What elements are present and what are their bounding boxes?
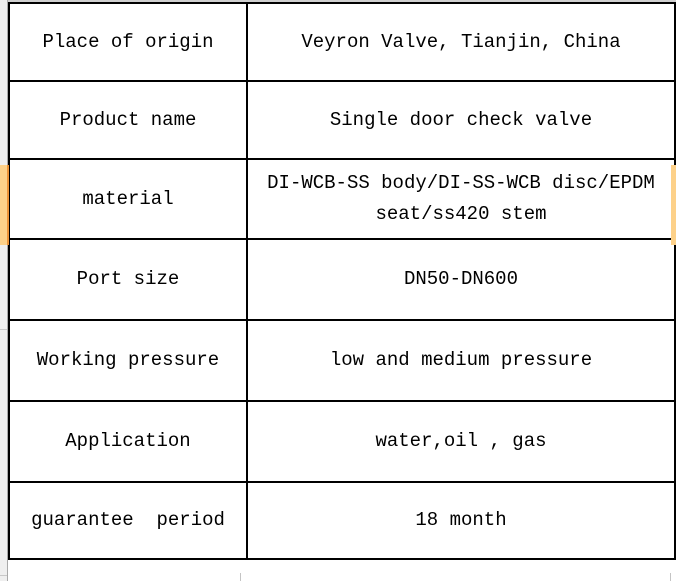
row-highlight-marker-left xyxy=(0,165,9,245)
row-highlight-marker-right xyxy=(671,165,676,245)
spec-value-cell: 18 month xyxy=(247,482,675,559)
spec-value-cell: DN50-DN600 xyxy=(247,239,675,320)
spec-label-cell: material xyxy=(9,159,247,239)
left-strip-gridline xyxy=(0,575,7,576)
spec-label-cell: Place of origin xyxy=(9,3,247,81)
table-row xyxy=(9,320,675,401)
table-row xyxy=(9,81,675,159)
table-row xyxy=(9,159,675,239)
spec-label-cell: Working pressure xyxy=(9,320,247,401)
spec-value-cell: Single door check valve xyxy=(247,81,675,159)
table-row xyxy=(9,401,675,482)
table-row xyxy=(9,3,675,81)
spec-value-cell: low and medium pressure xyxy=(247,320,675,401)
left-edge-column-strip xyxy=(0,0,8,581)
spec-table-body xyxy=(9,3,675,559)
spec-label-cell: Application xyxy=(9,401,247,482)
table-row xyxy=(9,239,675,320)
left-strip-gridline xyxy=(0,329,7,330)
spec-value-cell: DI-WCB-SS body/DI-SS-WCB disc/EPDM seat/ss420 stem xyxy=(247,159,675,239)
spec-label-cell: Port size xyxy=(9,239,247,320)
spec-value-cell: Veyron Valve, Tianjin, China xyxy=(247,3,675,81)
table-row xyxy=(9,482,675,559)
spec-label-cell: guarantee period xyxy=(9,482,247,559)
next-row-column-divider xyxy=(240,573,241,581)
spec-value-cell: water,oil , gas xyxy=(247,401,675,482)
spec-label-cell: Product name xyxy=(9,81,247,159)
product-spec-table xyxy=(8,2,676,560)
next-row-right-divider xyxy=(670,573,671,581)
